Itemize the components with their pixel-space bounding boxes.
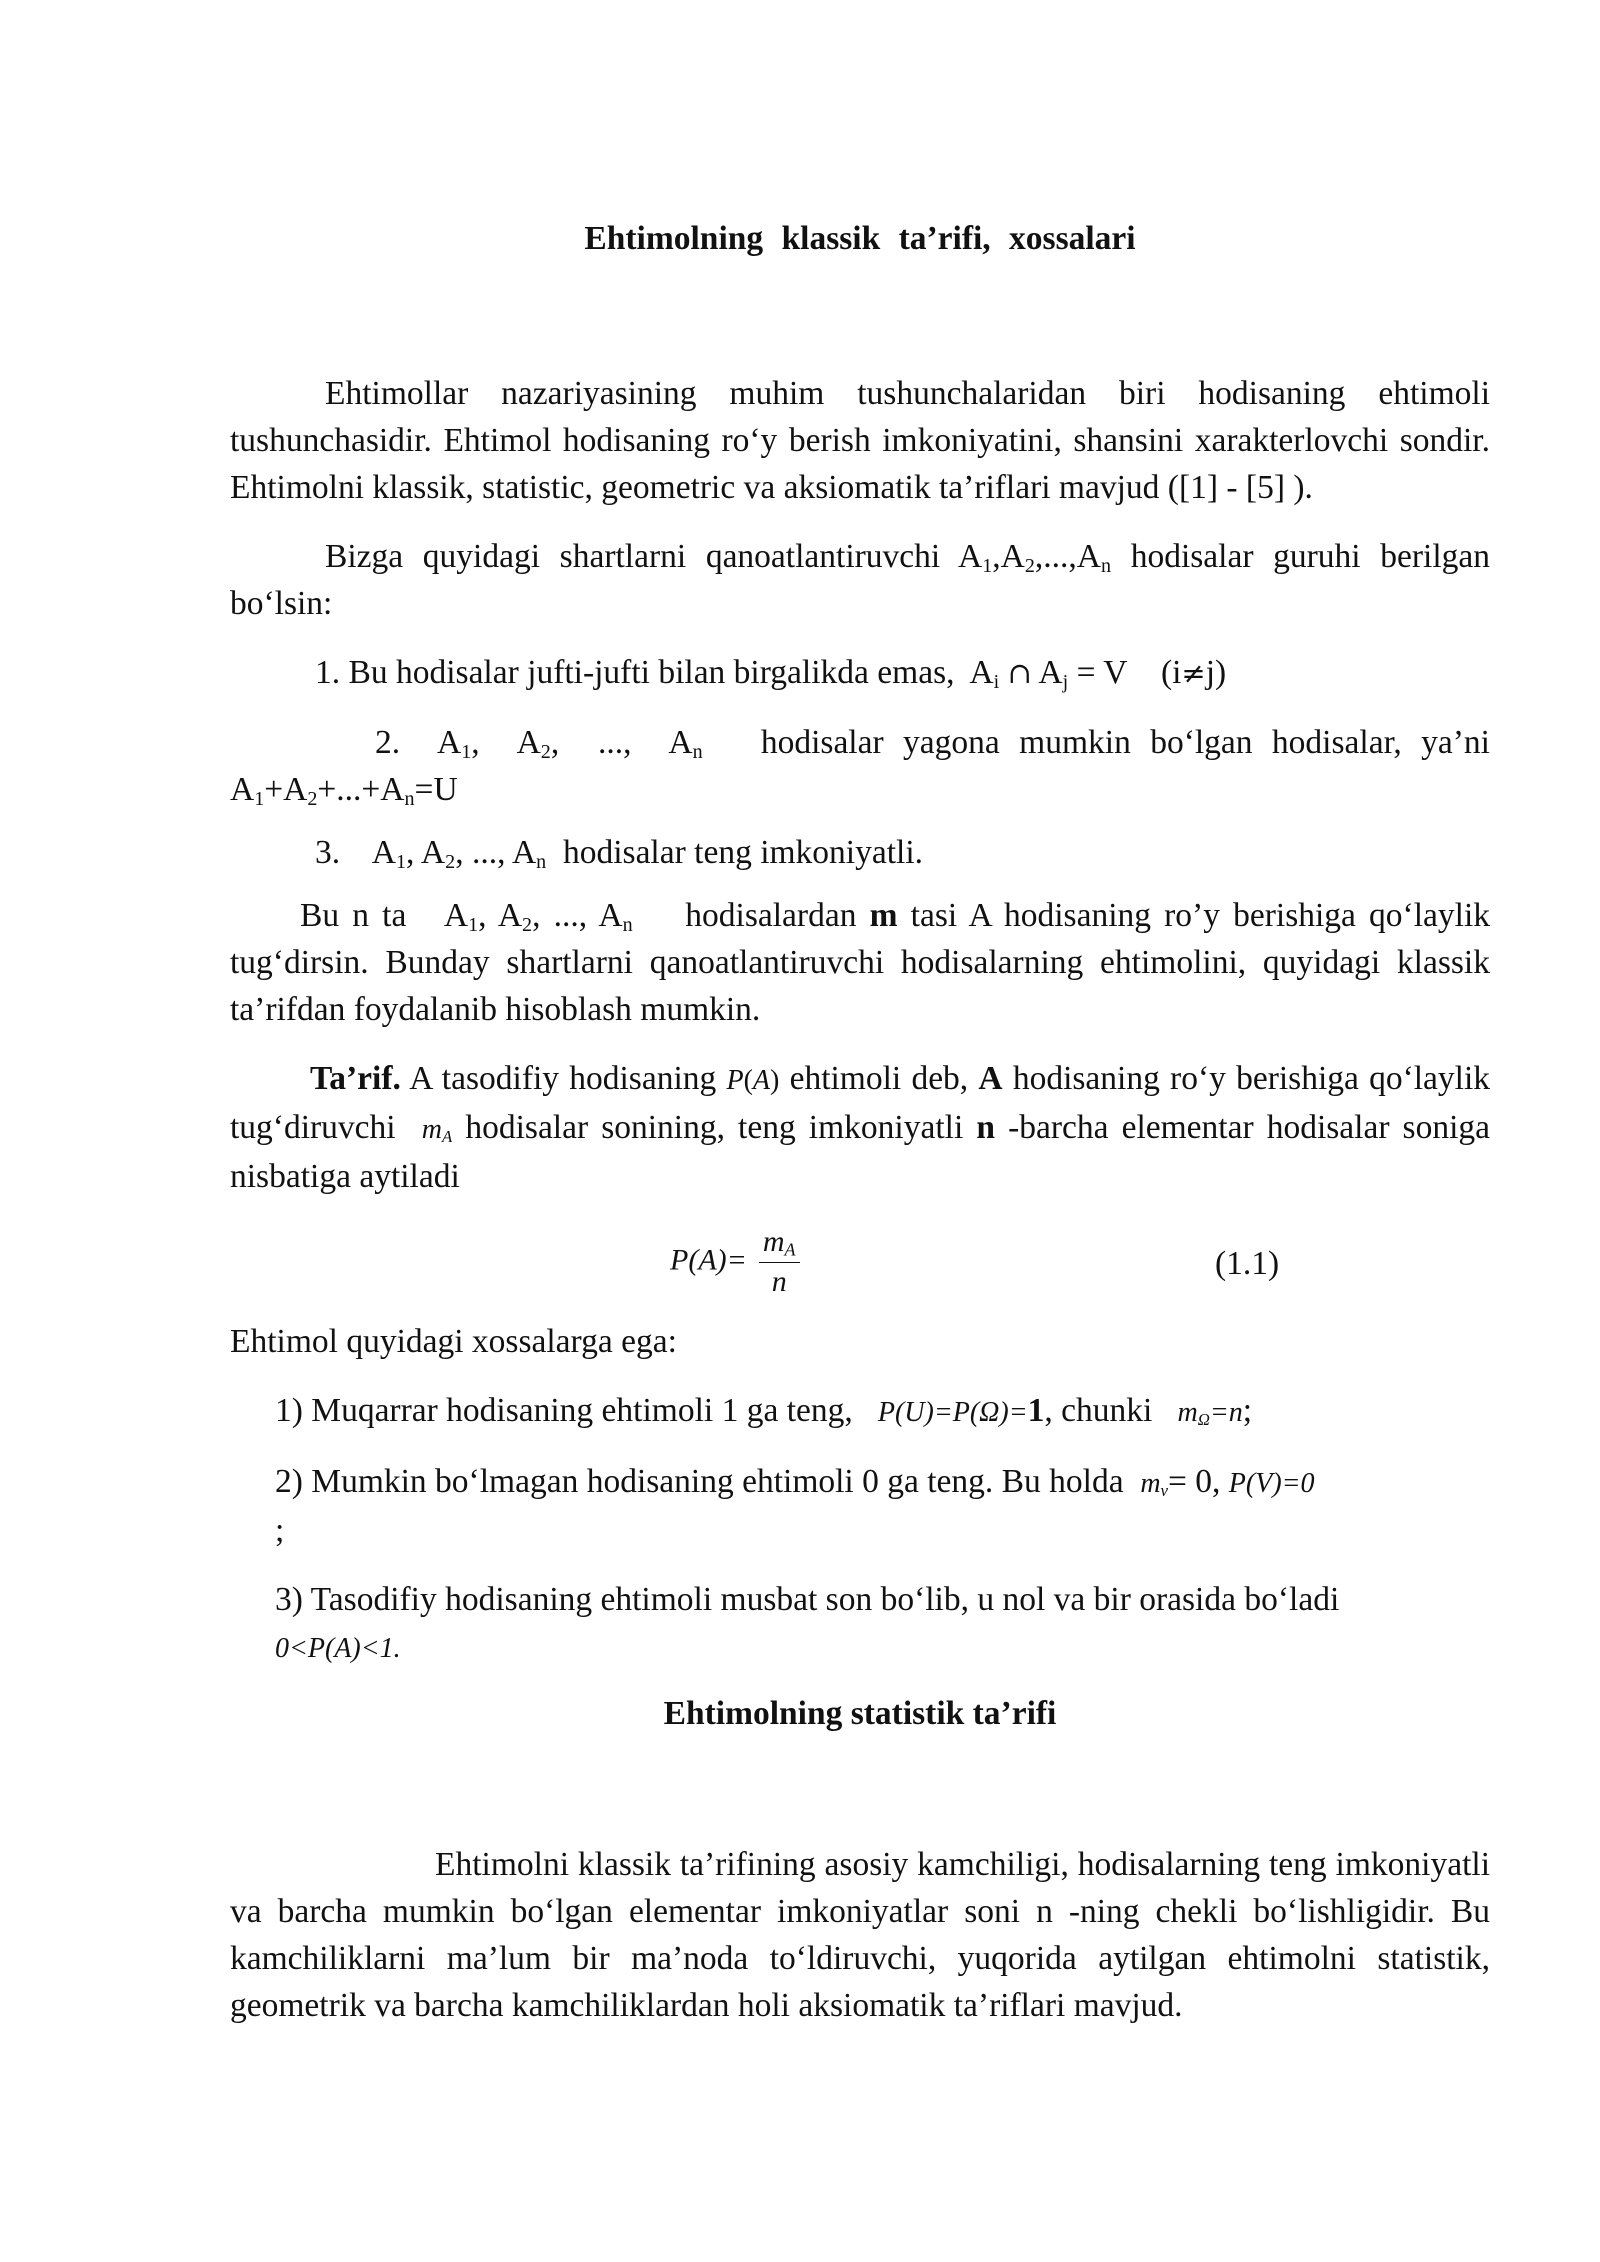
property-3: 3) Tasodifiy hodisaning ehtimoli musbat son bo‘lib, u nol va bir orasida bo‘ladi 0<P(A)<1. [275,1581,1340,1664]
page-title: Ehtimolning klassik ta’rifi, xossalari [584,220,1136,257]
equation-number: (1.1) [1215,1245,1280,1282]
condition-3: 3. $A_1$, $A_2$, ..., $A_n$ hodisalar teng imkoniyatli. [315,834,924,874]
properties-intro: Ehtimol quyidagi xossalarga ega: [230,1323,677,1360]
assumption-paragraph: Bu n ta $A_1$, $A_2$, ..., $A_n$ hodisalardan m tasi A hodisaning ro’y berishiga qo‘laylik tug‘dirsin. Bunday shartlarni qanoatlantiruvchi hodisalarning ehtimolini, quyidagi klassik ta’rifdan foydalanib hisoblash mumkin. [230,897,1491,1028]
formula-fraction: $\frac{m_A}{n}$ [759,1224,800,1301]
statistical-paragraph: Ehtimolni klassik ta’rifining asosiy kamchiligi, hodisalarning teng imkoniyatli va barcha mumkin bo‘lgan elementar imkoniyatlar soni n -ning chekli bo‘lishligidir. Bu kamchiliklarni ma’lum bir ma’noda to‘ldiruvchi, yuqorida aytilgan ehtimolni statistik, geometrik va barcha kamchiliklardan holi aksiomatik ta’riflari mavjud. [230,1846,1490,2024]
intro-paragraph: Ehtimollar nazariyasining muhim tushunchalaridan biri hodisaning ehtimoli tushunchasidir. Ehtimol hodisaning ro‘y berish imkoniyatini, shansini xarakterlovchi sondir. Ehtimolni klassik, statistic, geometric va aksiomatik ta’riflari mavjud ([1] - [5] ). [230,375,1490,506]
property-2: 2) Mumkin bo‘lmagan hodisaning ehtimoli 0 ga teng. Bu holda $m_v= 0$, P(V)=0 ; [275,1463,1315,1549]
formula-expression: P(A)= $\frac{m_A}{n}$ [670,1224,800,1301]
classic-probability-formula [230,1222,1490,1318]
property-1: 1) Muqarrar hodisaning ehtimoli 1 ga teng, P(U)=P(Ω)=1, chunki $m_\Omega=n$; [275,1392,1253,1430]
definition-paragraph: Ta’rif. A tasodifiy hodisaning P(A) ehtimoli deb, A hodisaning ro‘y berishiga qo‘laylik tug‘diruvchi $m_A$ hodisalar sonining, teng imkoniyatli n -barcha elementar hodisalar soniga nisbatiga aytiladi [230,1060,1491,1195]
section-heading-statistical: Ehtimolning statistik ta’rifi [663,1695,1057,1732]
document-page [230,215,1490,2029]
condition-1: 1. Bu hodisalar jufti-jufti bilan birgalikda emas, $A_i$ ∩ $A_j = V$ (i≠j) [315,654,1227,694]
condition-2: 2. $A_1$, $A_2$, ..., $A_n$ hodisalar yagona mumkin bo‘lgan hodisalar, ya’ni $A_1+A_2+...+A_n=U$ [230,724,1490,811]
conditions-intro-paragraph: Bizga quyidagi shartlarni qanoatlantiruvchi $A_1,A_2,...,A_n$ hodisalar guruhi berilgan bo‘lsin: [230,538,1490,622]
